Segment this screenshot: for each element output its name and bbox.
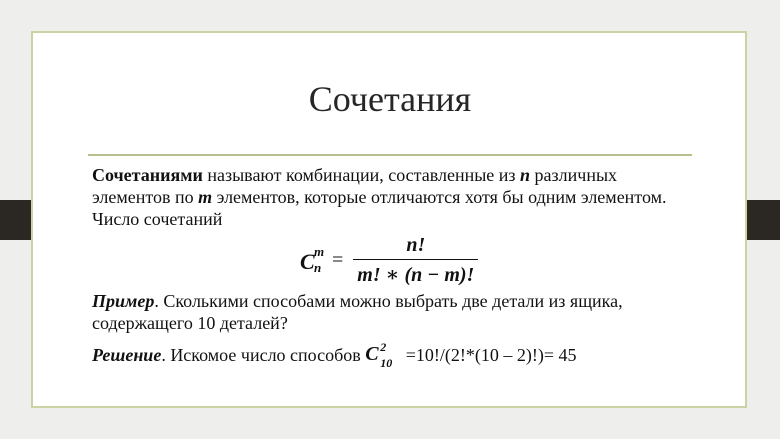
definition-paragraph	[92, 164, 692, 230]
solution-sub: 10	[380, 356, 393, 370]
slide-title: Сочетания	[308, 79, 472, 119]
definition-term: Сочетаниями	[92, 165, 203, 185]
formula-equals: =	[332, 249, 344, 271]
formula-c: C	[300, 248, 315, 274]
solution-text: . Искомое число способов	[161, 345, 366, 365]
definition-text-3: элементов, которые отличаются хотя бы одним элементом. Число сочетаний	[92, 187, 667, 229]
title-divider	[88, 154, 692, 156]
right-decor-tab	[743, 200, 780, 240]
definition-text-1: называют комбинации, составленные из	[202, 165, 521, 185]
formula-symbol	[300, 243, 330, 276]
example-text: . Сколькими способами можно выбрать две детали из ящика, содержащего 10 деталей?	[92, 291, 623, 333]
definition-text-2: различных элементов по	[92, 165, 618, 207]
solution-c: C	[365, 343, 379, 365]
example-paragraph	[92, 290, 692, 334]
solution-sup: 2	[380, 340, 387, 354]
solution-label: Решение	[92, 345, 162, 365]
definition-m: m	[198, 187, 213, 207]
solution-expression: =10!/(2!*(10 – 2)!)= 45	[401, 345, 577, 365]
definition-n: n	[520, 165, 531, 185]
formula-sup: m	[314, 243, 325, 259]
formula-fraction	[353, 234, 478, 287]
example-label: Пример	[92, 291, 155, 311]
solution-symbol	[365, 340, 401, 370]
formula-numerator: n!	[406, 234, 426, 256]
combination-formula	[300, 234, 478, 287]
formula-denominator: m! ∗ (n − m)!	[357, 264, 475, 286]
solution-paragraph	[92, 340, 692, 370]
formula-sub: n	[314, 259, 322, 275]
